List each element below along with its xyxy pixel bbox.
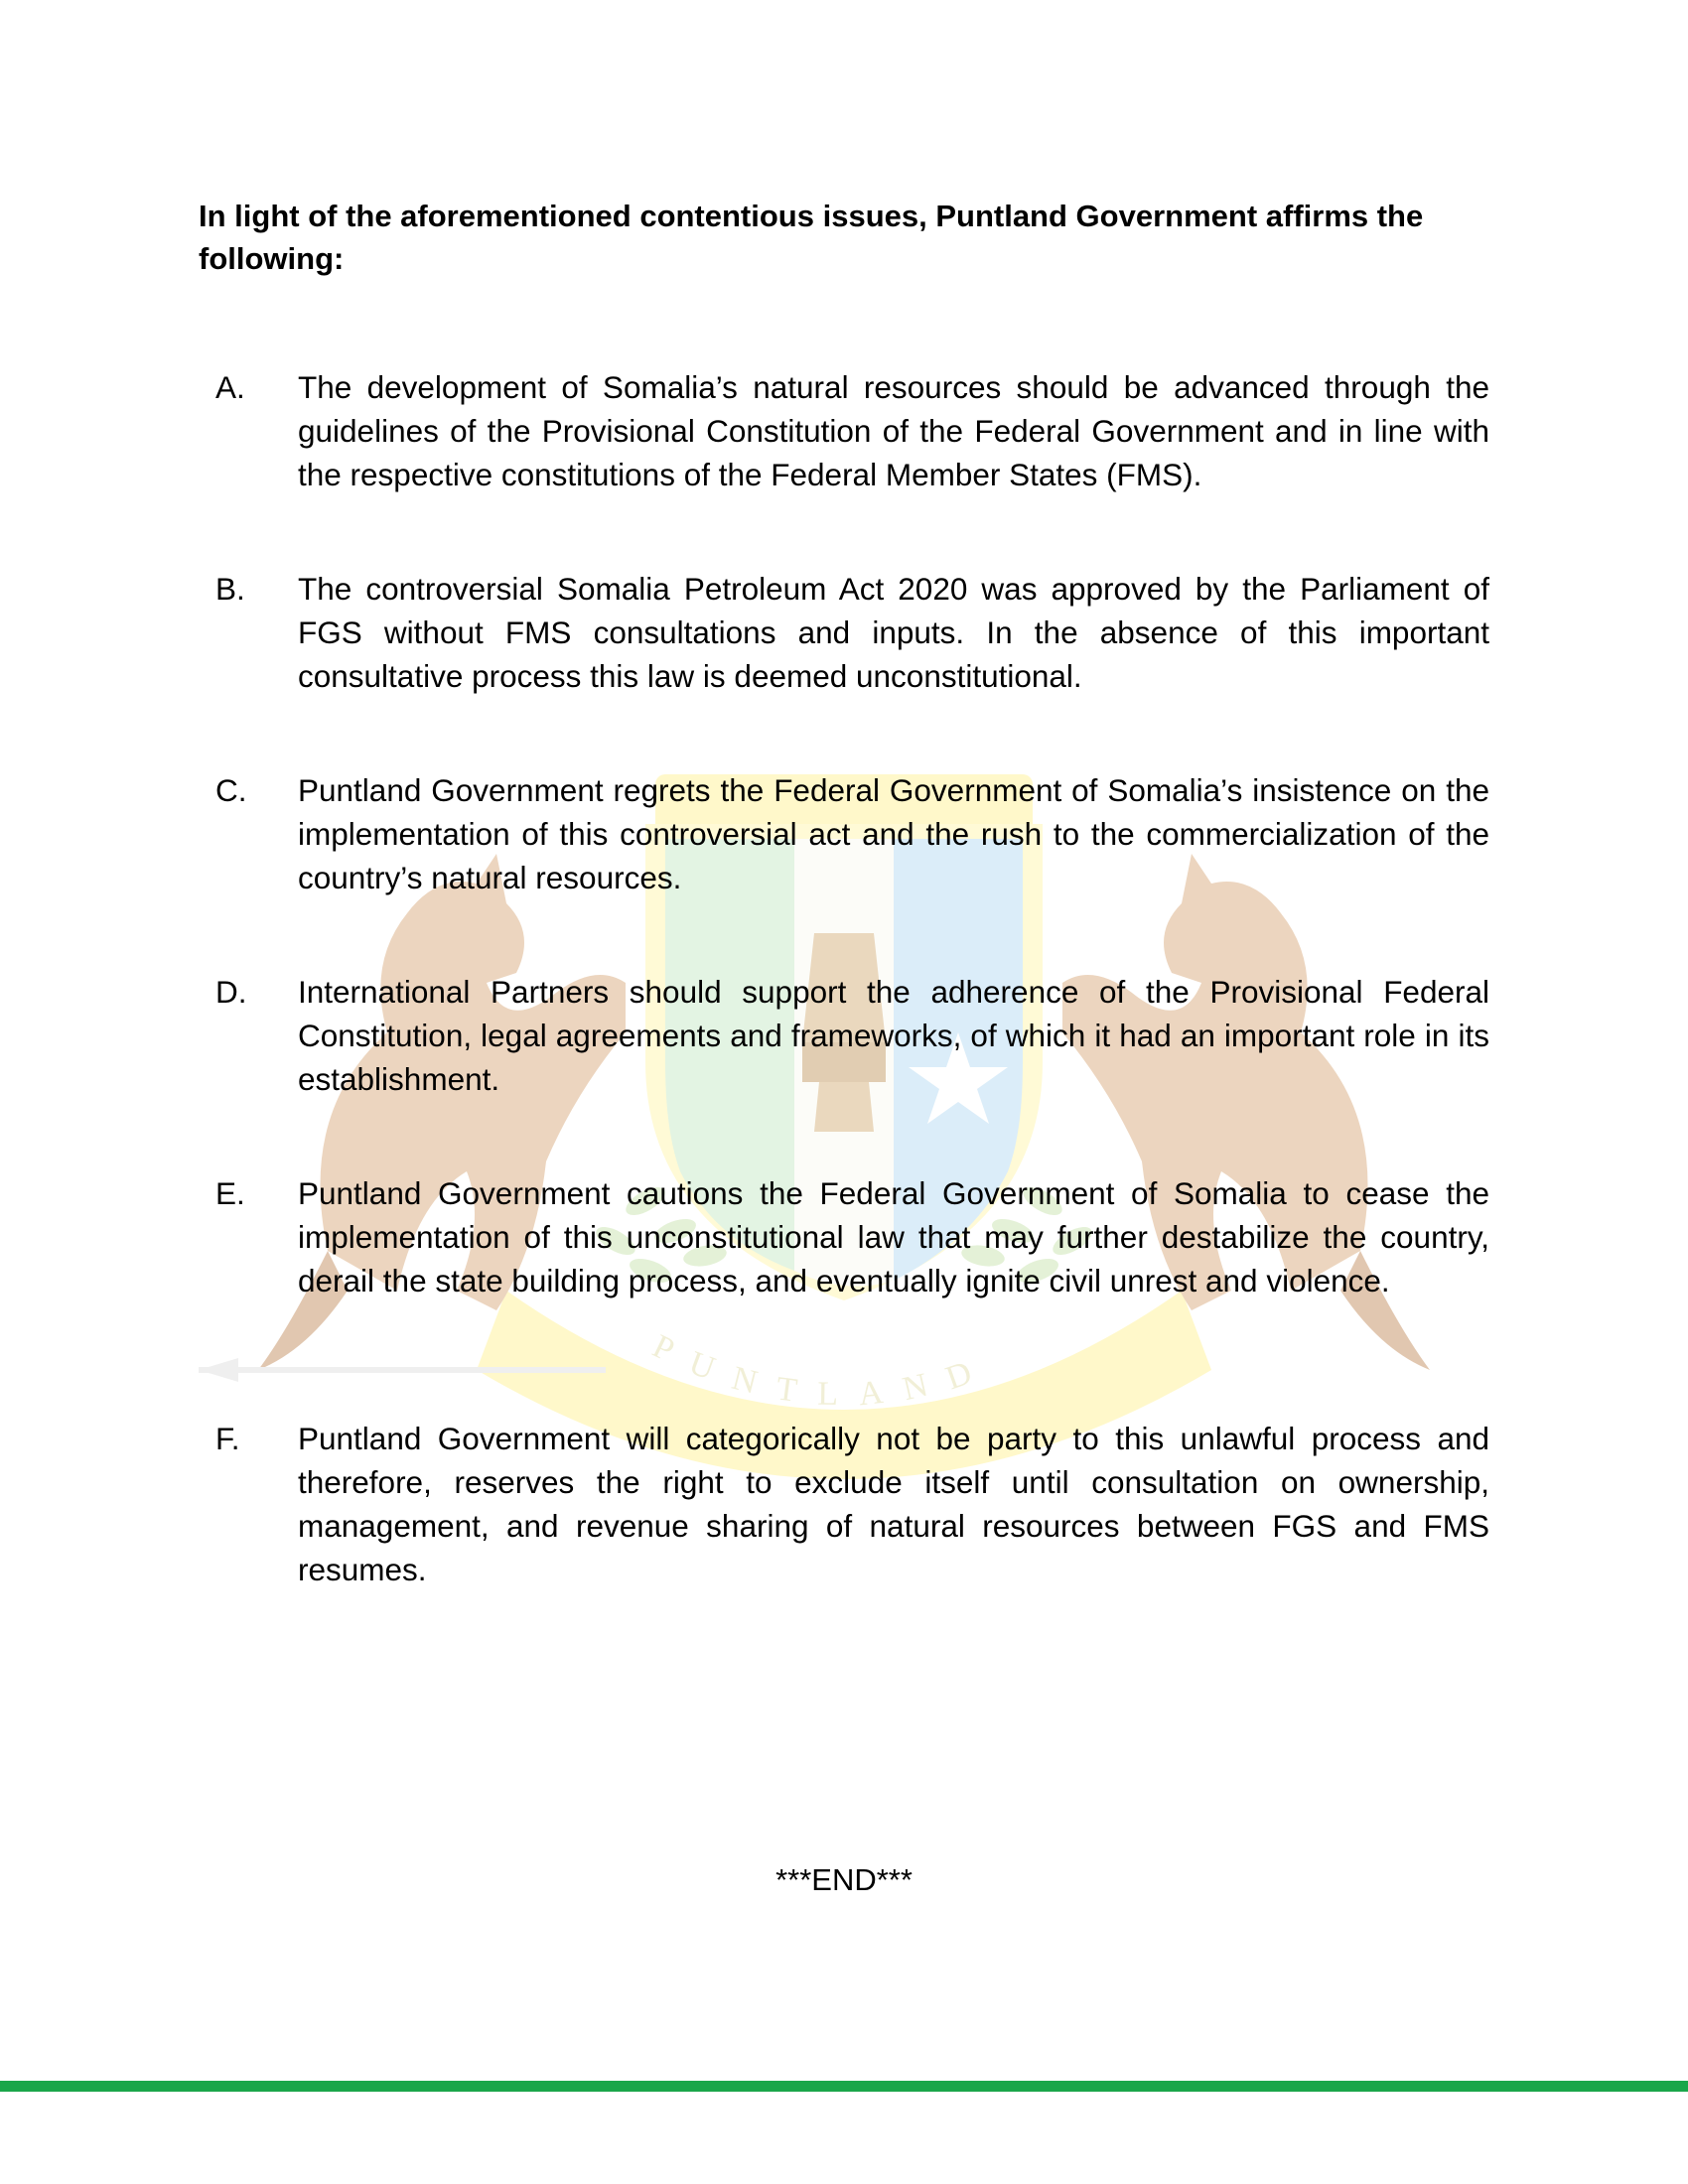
item-text: The controversial Somalia Petroleum Act 2020 was approved by the Parliament of FGS without FMS consultations and inputs. In the absence of this important consultative process this law is deemed unconstitutional. [298,571,1489,694]
item-letter: D. [215,974,247,1010]
list-item [199,1417,1489,1591]
banner-text: PUNTLAND [646,1327,998,1414]
item-letter: E. [215,1175,245,1211]
item-letter: A. [215,369,245,405]
end-marker: ***END*** [775,1862,913,1897]
intro-heading: In light of the aforementioned contentious issues, Puntland Government affirms the following: [199,199,1424,276]
item-letter: C. [215,772,247,808]
list-item [199,567,1489,698]
item-letter: B. [215,571,245,607]
item-text: Puntland Government will categorically not be party to this unlawful process and therefore, reserves the right to exclude itself until consultation on ownership, management, and revenue sharing of natural resources between FGS and FMS resumes. [298,1421,1489,1587]
list-item [199,970,1489,1101]
item-text: The development of Somalia’s natural resources should be advanced through the guidelines of the Provisional Constitution of the Federal Government and in line with the respective constitutions of the Federal Member States (FMS). [298,369,1489,492]
footer-divider [0,2081,1688,2092]
item-text: Puntland Government regrets the Federal Government of Somalia’s insistence on the implementation of this controversial act and the rush to the commercialization of the country’s natural resources. [298,772,1489,895]
item-text: Puntland Government cautions the Federal Government of Somalia to cease the implementation of this unconstitutional law that may further destabilize the country, derail the state building process, and eventually ignite civil unrest and violence. [298,1175,1489,1298]
item-letter: F. [215,1421,240,1456]
affirmations-list [199,365,1489,1591]
list-item [199,365,1489,496]
document-body [199,195,1489,1591]
list-item [199,768,1489,899]
item-text: International Partners should support the adherence of the Provisional Federal Constitution, legal agreements and frameworks, of which it had an important role in its establishment. [298,974,1489,1097]
list-item [199,1171,1489,1302]
